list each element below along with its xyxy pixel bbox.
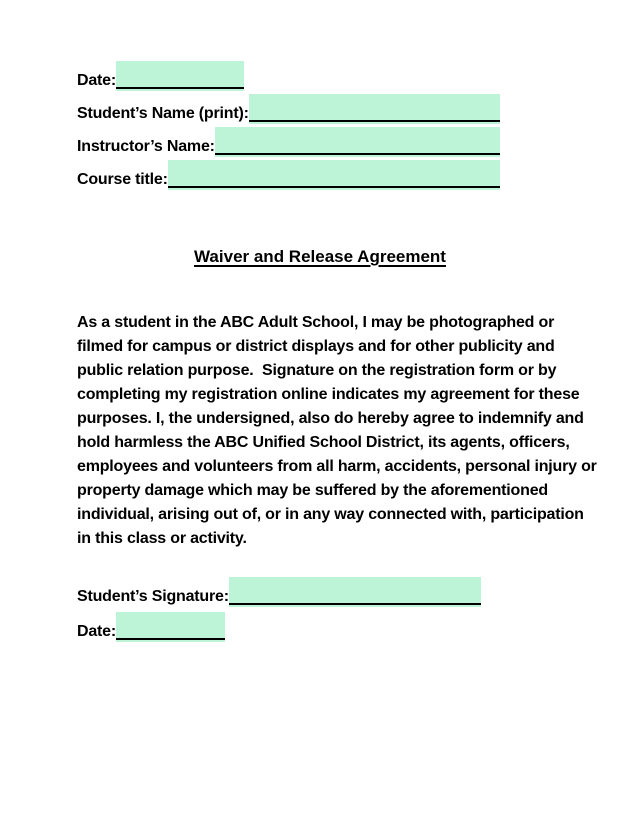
date-label: Date: — [77, 72, 117, 90]
bottom-date-row — [77, 607, 640, 642]
course-title-row — [77, 157, 500, 190]
course-title-label: Course title: — [77, 171, 168, 189]
course-title-field[interactable] — [168, 160, 500, 190]
bottom-date-field[interactable] — [116, 612, 225, 642]
student-name-label: Student’s Name (print): — [77, 105, 249, 123]
body-line: in this class or activity. — [77, 530, 247, 547]
date-field[interactable] — [116, 61, 244, 91]
body-line: As a student in the ABC Adult School, I may be photographed or — [77, 314, 555, 331]
student-signature-row — [77, 572, 481, 607]
instructor-name-row — [77, 124, 500, 157]
student-name-row — [77, 91, 500, 124]
top-fields-section — [77, 58, 640, 190]
waiver-body-paragraph — [77, 311, 640, 551]
document-title: Waiver and Release Agreement — [194, 247, 446, 266]
bottom-date-label: Date: — [77, 623, 117, 641]
body-line: purposes. I, the undersigned, also do hereby agree to indemnify and — [77, 410, 584, 427]
body-line: hold harmless the ABC Unified School District, its agents, officers, — [77, 434, 570, 451]
instructor-name-field[interactable] — [215, 127, 500, 157]
body-line: employees and volunteers from all harm, accidents, personal injury or — [77, 458, 597, 475]
body-line: individual, arising out of, or in any way connected with, participation — [77, 506, 584, 523]
student-name-field[interactable] — [249, 94, 500, 124]
body-line: public relation purpose. Signature on the registration form or by — [77, 362, 557, 379]
student-signature-label: Student’s Signature: — [77, 588, 229, 606]
body-line: property damage which may be suffered by the aforementioned — [77, 482, 548, 499]
instructor-name-label: Instructor’s Name: — [77, 138, 215, 156]
body-line: filmed for campus or district displays and for other publicity and — [77, 338, 555, 355]
date-row — [77, 58, 640, 91]
bottom-fields-section — [77, 572, 640, 642]
student-signature-field[interactable] — [229, 577, 481, 607]
body-line: completing my registration online indicates my agreement for these — [77, 386, 580, 403]
